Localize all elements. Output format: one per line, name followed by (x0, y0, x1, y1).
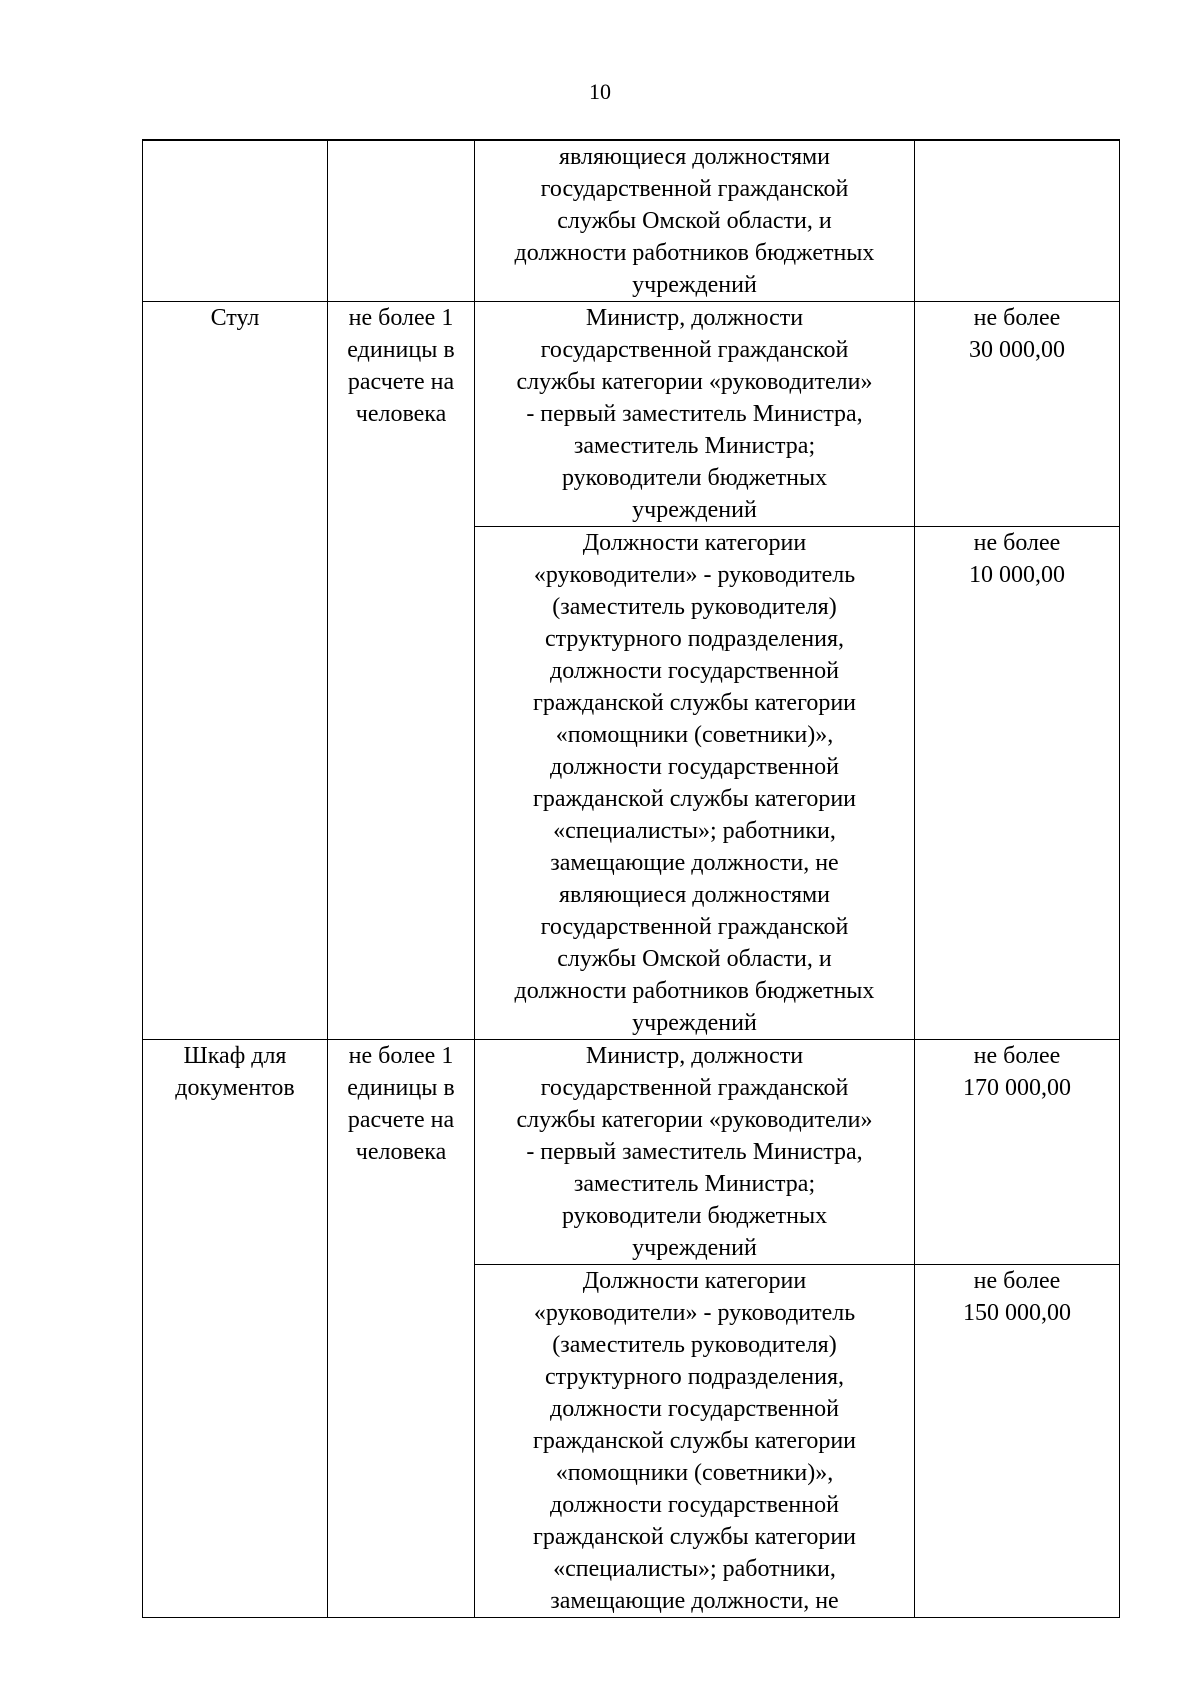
table-row (143, 140, 1120, 302)
norms-table (142, 139, 1120, 1618)
price-cell: не более 150 000,00 (915, 1265, 1120, 1618)
item-cell: Стул (143, 302, 328, 1040)
position-cell: Министр, должности государственной гражданской службы категории «руководители» - первый заместитель Министра, заместитель Министра; руководители бюджетных учреждений (475, 302, 915, 527)
table-row (143, 1040, 1120, 1265)
quantity-cell: не более 1 единицы в расчете на человека (328, 1040, 475, 1618)
price-cell (915, 140, 1120, 302)
price-cell: не более 170 000,00 (915, 1040, 1120, 1265)
quantity-cell (328, 140, 475, 302)
price-cell: не более 10 000,00 (915, 527, 1120, 1040)
page-number: 10 (589, 79, 611, 104)
position-cell: являющиеся должностями государственной гражданской службы Омской области, и должности работников бюджетных учреждений (475, 140, 915, 302)
position-cell: Должности категории «руководители» - руководитель (заместитель руководителя) структурного подразделения, должности государственной гражданской службы категории «помощники (советники)», должности государственной гражданской службы категории «специалисты»; работники, замещающие должности, не являющиеся должностями государственной гражданской службы Омской области, и должности работников бюджетных учреждений (475, 527, 915, 1040)
position-cell: Министр, должности государственной гражданской службы категории «руководители» - первый заместитель Министра, заместитель Министра; руководители бюджетных учреждений (475, 1040, 915, 1265)
quantity-cell: не более 1 единицы в расчете на человека (328, 302, 475, 1040)
table-row (143, 302, 1120, 527)
item-cell (143, 140, 328, 302)
item-cell: Шкаф для документов (143, 1040, 328, 1618)
price-cell: не более 30 000,00 (915, 302, 1120, 527)
position-cell: Должности категории «руководители» - руководитель (заместитель руководителя) структурного подразделения, должности государственной гражданской службы категории «помощники (советники)», должности государственной гражданской службы категории «специалисты»; работники, замещающие должности, не (475, 1265, 915, 1618)
